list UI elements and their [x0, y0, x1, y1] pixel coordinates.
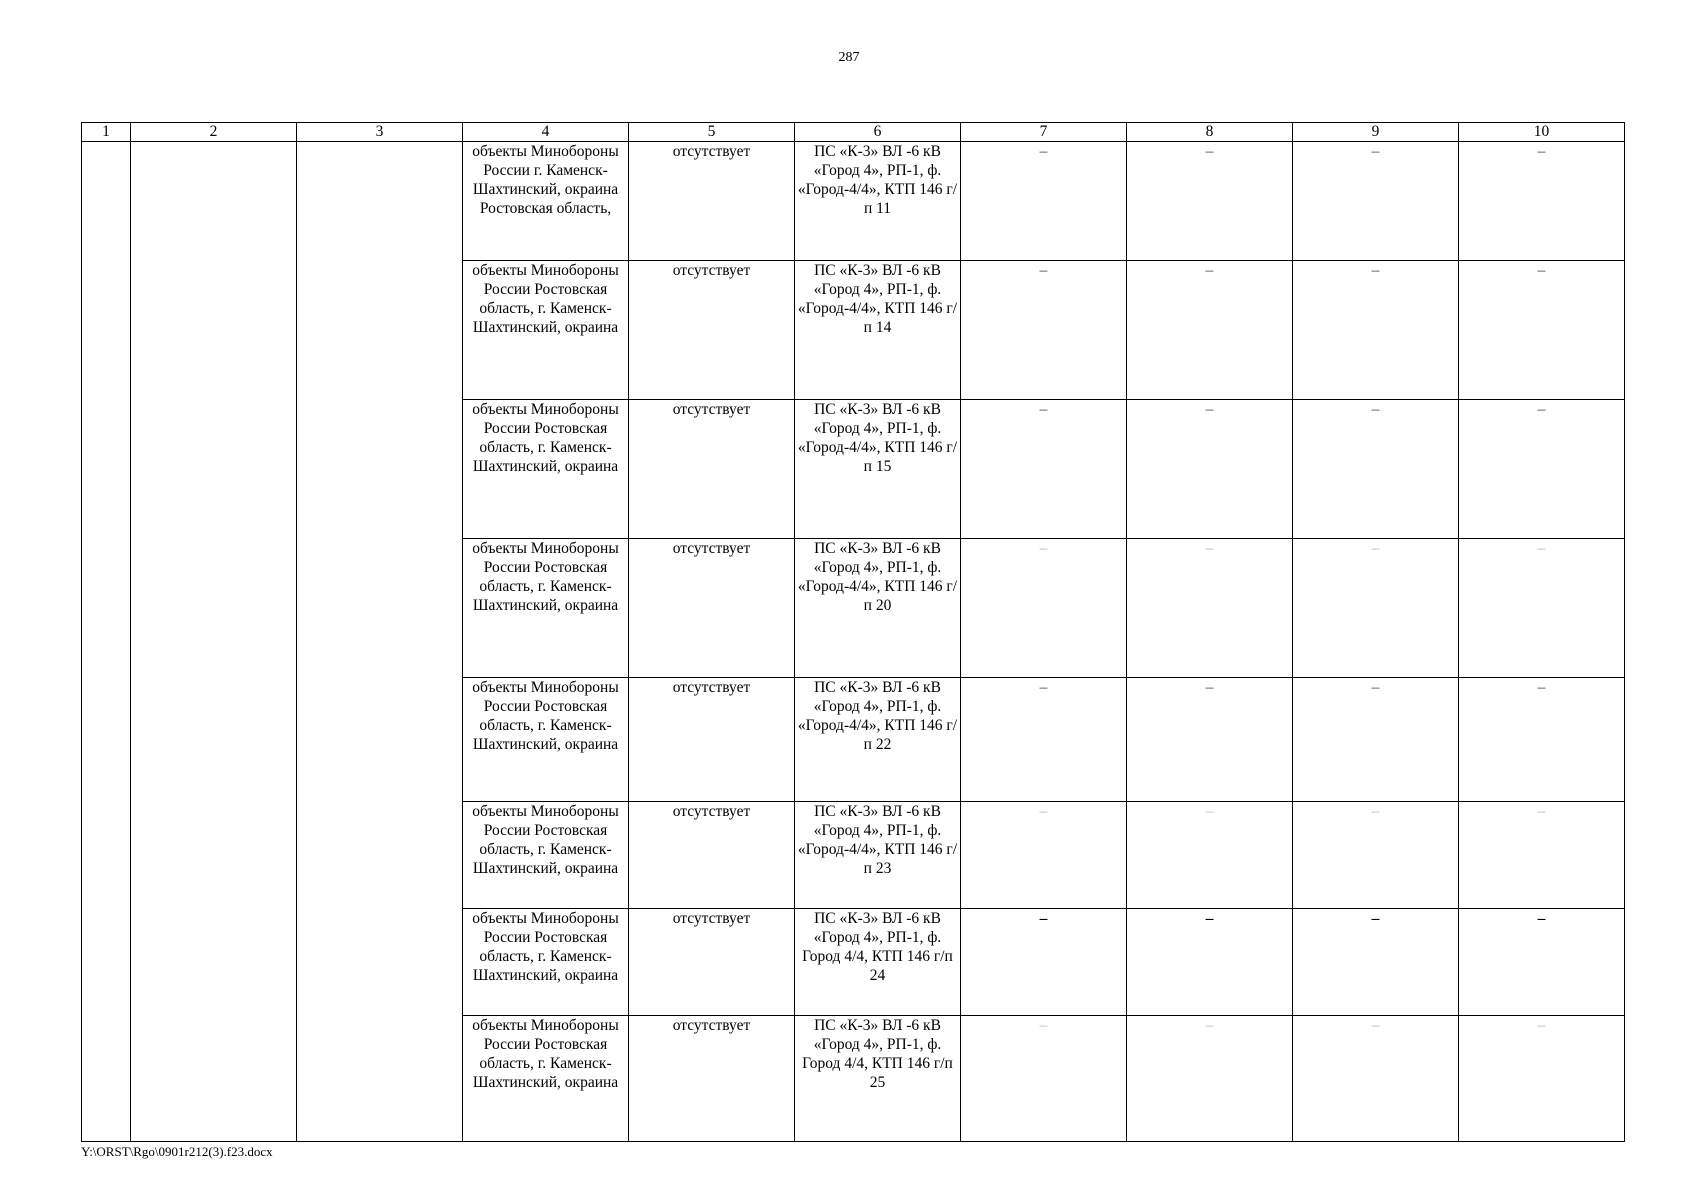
- cell-object: объекты Минобороны России Ростовская область, г. Каменск-Шахтинский, окраина: [463, 802, 629, 909]
- cell-col-9: –: [1293, 678, 1459, 802]
- cell-col-9: –: [1293, 1016, 1459, 1142]
- cell-col-8: –: [1127, 142, 1293, 261]
- cell-status: отсутствует: [629, 678, 795, 802]
- cell-col-7: –: [961, 1016, 1127, 1142]
- cell-col-10: –: [1459, 909, 1625, 1016]
- cell-status: отсутствует: [629, 142, 795, 261]
- cell-substation: ПС «К-3» ВЛ -6 кВ «Город 4», РП-1, ф. «Город-4/4», КТП 146 г/п 22: [795, 678, 961, 802]
- table-row: [82, 142, 1625, 261]
- column-header-6: 6: [795, 123, 961, 142]
- cell-col-8: –: [1127, 909, 1293, 1016]
- cell-col-10: –: [1459, 400, 1625, 539]
- cell-col-7: –: [961, 678, 1127, 802]
- cell-object: объекты Минобороны России г. Каменск-Шахтинский, окраина Ростовская область,: [463, 142, 629, 261]
- cell-col-7: –: [961, 909, 1127, 1016]
- cell-substation: ПС «К-3» ВЛ -6 кВ «Город 4», РП-1, ф. Город 4/4, КТП 146 г/п 25: [795, 1016, 961, 1142]
- cell-object: объекты Минобороны России Ростовская область, г. Каменск-Шахтинский, окраина: [463, 539, 629, 678]
- cell-col-9: –: [1293, 400, 1459, 539]
- cell-col-8: –: [1127, 261, 1293, 400]
- column-header-4: 4: [463, 123, 629, 142]
- footer-file-path: Y:\ORST\Rgo\0901r212(3).f23.docx: [81, 1144, 273, 1159]
- column-header-5: 5: [629, 123, 795, 142]
- column-header-2: 2: [131, 123, 297, 142]
- cell-col-10: –: [1459, 678, 1625, 802]
- cell-substation: ПС «К-3» ВЛ -6 кВ «Город 4», РП-1, ф. «Город-4/4», КТП 146 г/п 20: [795, 539, 961, 678]
- cell-status: отсутствует: [629, 539, 795, 678]
- cell-status: отсутствует: [629, 1016, 795, 1142]
- cell-col-8: –: [1127, 678, 1293, 802]
- cell-col-9: –: [1293, 261, 1459, 400]
- cell-col-10: –: [1459, 802, 1625, 909]
- column-header-9: 9: [1293, 123, 1459, 142]
- cell-col-10: –: [1459, 1016, 1625, 1142]
- cell-status: отсутствует: [629, 802, 795, 909]
- column-header-10: 10: [1459, 123, 1625, 142]
- cell-object: объекты Минобороны России Ростовская область, г. Каменск-Шахтинский, окраина: [463, 400, 629, 539]
- cell-col-9: –: [1293, 909, 1459, 1016]
- cell-col-8: –: [1127, 400, 1293, 539]
- cell-substation: ПС «К-3» ВЛ -6 кВ «Город 4», РП-1, ф. «Город-4/4», КТП 146 г/п 11: [795, 142, 961, 261]
- cell-col-7: –: [961, 400, 1127, 539]
- column-header-8: 8: [1127, 123, 1293, 142]
- cell-object: объекты Минобороны России Ростовская область, г. Каменск-Шахтинский, окраина: [463, 261, 629, 400]
- page-number: 287: [838, 50, 860, 65]
- cell-substation: ПС «К-3» ВЛ -6 кВ «Город 4», РП-1, ф. «Город-4/4», КТП 146 г/п 14: [795, 261, 961, 400]
- cell-col-3: [297, 142, 463, 1142]
- cell-status: отсутствует: [629, 261, 795, 400]
- cell-substation: ПС «К-3» ВЛ -6 кВ «Город 4», РП-1, ф. «Город-4/4», КТП 146 г/п 15: [795, 400, 961, 539]
- cell-col-2: [131, 142, 297, 1142]
- cell-object: объекты Минобороны России Ростовская область, г. Каменск-Шахтинский, окраина: [463, 909, 629, 1016]
- cell-object: объекты Минобороны России Ростовская область, г. Каменск-Шахтинский, окраина: [463, 678, 629, 802]
- cell-col-9: –: [1293, 539, 1459, 678]
- cell-status: отсутствует: [629, 400, 795, 539]
- column-header-1: 1: [82, 123, 131, 142]
- cell-col-7: –: [961, 539, 1127, 678]
- cell-col-9: –: [1293, 142, 1459, 261]
- header-row: [82, 123, 1625, 142]
- cell-col-10: –: [1459, 539, 1625, 678]
- cell-col-7: –: [961, 802, 1127, 909]
- column-header-3: 3: [297, 123, 463, 142]
- cell-col-8: –: [1127, 802, 1293, 909]
- cell-col-7: –: [961, 142, 1127, 261]
- cell-col-10: –: [1459, 142, 1625, 261]
- cell-col-8: –: [1127, 539, 1293, 678]
- cell-col-1: [82, 142, 131, 1142]
- column-header-7: 7: [961, 123, 1127, 142]
- cell-substation: ПС «К-3» ВЛ -6 кВ «Город 4», РП-1, ф. Город 4/4, КТП 146 г/п 24: [795, 909, 961, 1016]
- cell-object: объекты Минобороны России Ростовская область, г. Каменск-Шахтинский, окраина: [463, 1016, 629, 1142]
- cell-substation: ПС «К-3» ВЛ -6 кВ «Город 4», РП-1, ф. «Город-4/4», КТП 146 г/п 23: [795, 802, 961, 909]
- cell-col-7: –: [961, 261, 1127, 400]
- cell-status: отсутствует: [629, 909, 795, 1016]
- data-table: [81, 122, 1625, 1142]
- cell-col-10: –: [1459, 261, 1625, 400]
- cell-col-8: –: [1127, 1016, 1293, 1142]
- cell-col-9: –: [1293, 802, 1459, 909]
